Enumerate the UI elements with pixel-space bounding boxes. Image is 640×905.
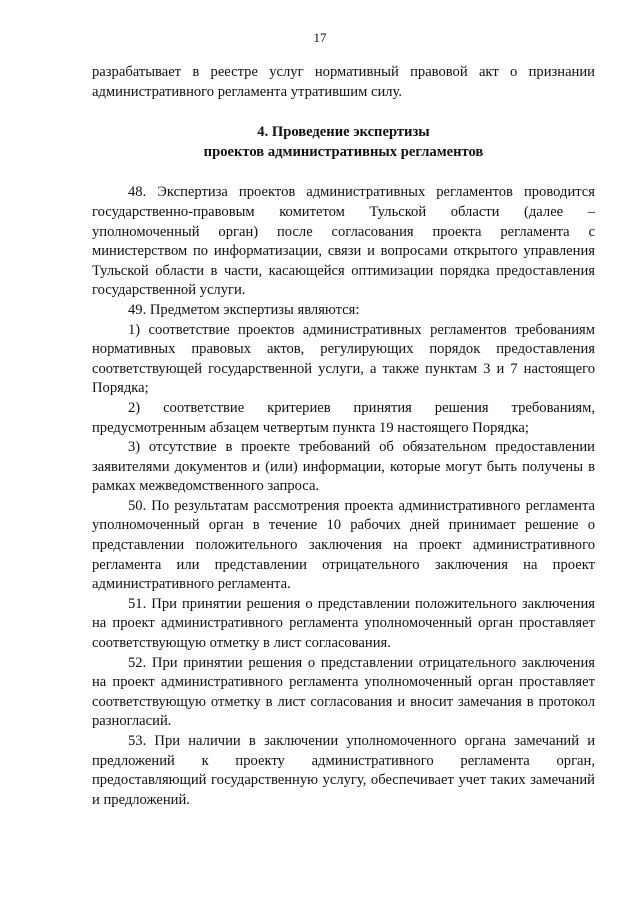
- paragraph-49-item-1: 1) соответствие проектов административных регламентов требованиям нормативных правовых актов, регулирующих порядок предоставления соответствующей государственной услуги, а также пунктам 3 и 7 настоящего Порядка;: [92, 321, 595, 397]
- paragraph-52: 52. При принятии решения о представлении отрицательного заключения на проект административного регламента уполномоченный орган проставляет соответствующую отметку в лист согласования и вносит замечания в протокол разногласий.: [92, 654, 595, 730]
- paragraph-53: 53. При наличии в заключении уполномоченного органа замечаний и предложений к проекту административного регламента орган, предоставляющий государственную услугу, обеспечивает учет таких замечаний и предложений.: [92, 733, 595, 808]
- intro-paragraph: разрабатывает в реестре услуг нормативный правовой акт о признании административного регламента утратившим силу.: [92, 64, 595, 100]
- section-heading: [92, 123, 595, 162]
- section-title-line-2: проектов административных регламентов: [203, 143, 484, 160]
- paragraph-48: 48. Экспертиза проектов административных регламентов проводится государственно-правовым комитетом Тульской области (далее – уполномоченный орган) после согласования проекта регламента с министерством по информатизации, связи и вопросами открытого управления Тульской области в части, касающейся оптимизации порядка предоставления государственной услуги.: [92, 184, 595, 299]
- paragraph-50: 50. По результатам рассмотрения проекта административного регламента уполномоченный орган в течение 10 рабочих дней принимает решение о представлении положительного заключения на проект административного регламента или представлении отрицательного заключения на проект административного регламента.: [92, 497, 595, 593]
- paragraph-49-item-3: 3) отсутствие в проекте требований об обязательном предоставлении заявителями документов и (или) информации, которые могут быть получены в рамках межведомственного запроса.: [92, 439, 595, 495]
- paragraph-49: 49. Предметом экспертизы являются:: [128, 301, 360, 318]
- section-title-line-1: 4. Проведение экспертизы: [257, 124, 430, 141]
- document-body: [92, 63, 595, 810]
- paragraph-51: 51. При принятии решения о представлении положительного заключения на проект административного регламента уполномоченный орган проставляет соответствующую отметку в лист согласования.: [92, 595, 595, 652]
- page-number: 17: [313, 30, 327, 45]
- paragraph-49-item-2: 2) соответствие критериев принятия решения требованиям, предусмотренным абзацем четвертым пункта 19 настоящего Порядка;: [92, 399, 595, 436]
